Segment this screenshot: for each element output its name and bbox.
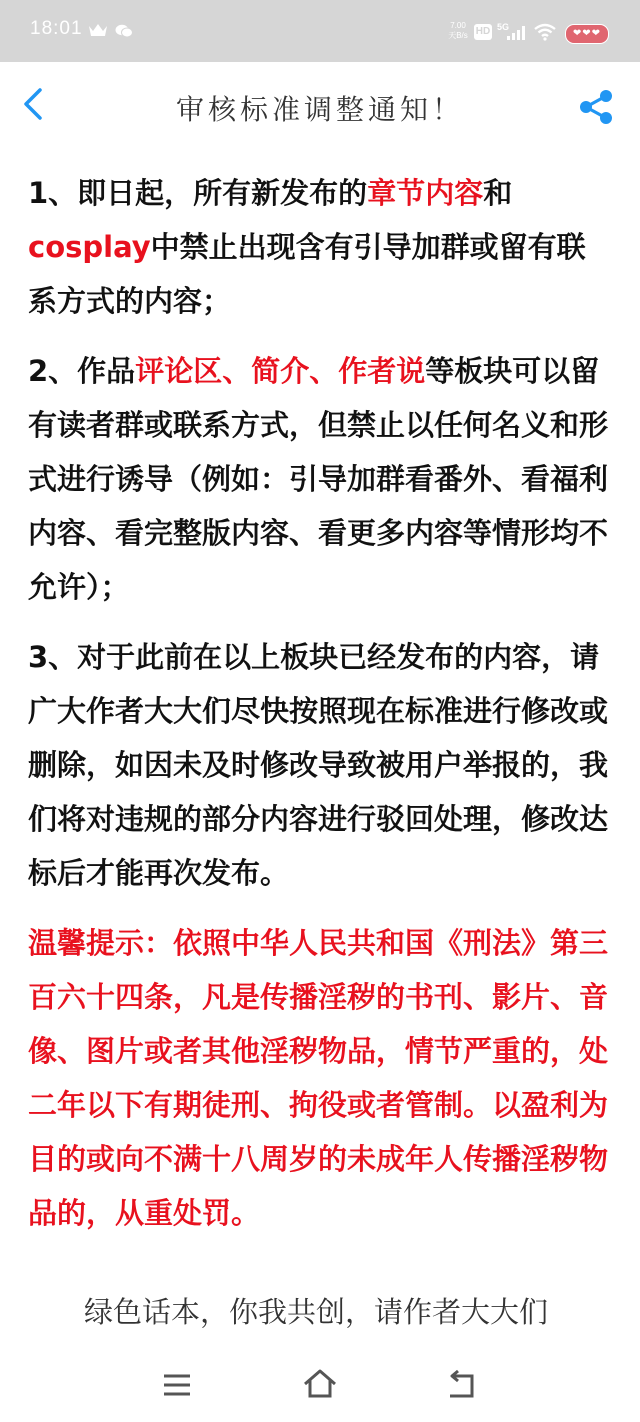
paragraph-1-text-a: 1、即日起，所有新发布的 (28, 176, 368, 210)
wechat-icon (115, 24, 133, 38)
paragraph-2-text-a: 2、作品 (28, 354, 136, 388)
warning-paragraph: 温馨提示：依照中华人民共和国《刑法》第三百六十四条，凡是传播淫秽的书刊、影片、音像、图片或者其他淫秽物品，情节严重的，处二年以下有期徒刑、拘役或者管制。以盈利为目的或向不满十八周岁的未成年人传播淫秽物品的，从重处罚。 (28, 926, 609, 1230)
paragraph-1-highlight-chapter: 章节内容 (367, 176, 484, 210)
article-body (28, 166, 608, 1256)
status-time: 18:01 (30, 18, 83, 39)
menu-icon[interactable] (160, 1370, 194, 1400)
footer-slogan: 绿色话本，你我共创，请作者大大们 (84, 1295, 549, 1329)
paragraph-1-text-e: 中禁止出现含有引导加群或留有联系方式的内容； (28, 230, 586, 318)
paragraph-1-text-c: 和 (483, 176, 513, 210)
paragraph-2 (28, 344, 608, 614)
home-icon[interactable] (300, 1366, 340, 1402)
signal-5g-label: 5G (497, 22, 510, 32)
network-speed-unit: 天B/s (448, 31, 468, 40)
share-icon[interactable] (576, 87, 616, 127)
paragraph-2-highlight: 评论区、简介、作者说 (135, 354, 426, 388)
network-speed (444, 21, 472, 41)
chevron-left-icon[interactable] (14, 84, 54, 124)
paragraph-2-text-c: 等板块可以留有读者群或联系方式，但禁止以任何名义和形式进行诱导（例如：引导加群看番外、看福利内容、看完整版内容、看更多内容等情形均不允许）； (28, 354, 609, 604)
navigation-bar (0, 1352, 640, 1422)
status-bar (0, 0, 640, 62)
signal-icon (497, 21, 527, 41)
back-icon[interactable] (444, 1368, 480, 1402)
crown-icon (88, 22, 108, 38)
wifi-icon (533, 23, 557, 41)
paragraph-1 (28, 166, 608, 328)
battery-icon: ❤❤❤ (565, 24, 609, 44)
network-speed-value: 7.00 (450, 21, 466, 30)
paragraph-3: 3、对于此前在以上板块已经发布的内容，请广大作者大大们尽快按照现在标准进行修改或删除，如因未及时修改导致被用户举报的，我们将对违规的部分内容进行驳回处理，修改达标后才能再次发布。 (28, 640, 609, 890)
page-title: 审核标准调整通知！ (175, 93, 464, 126)
title-bar (0, 62, 640, 142)
paragraph-1-highlight-cosplay: cosplay (28, 230, 151, 264)
hd-badge: HD (474, 24, 492, 40)
